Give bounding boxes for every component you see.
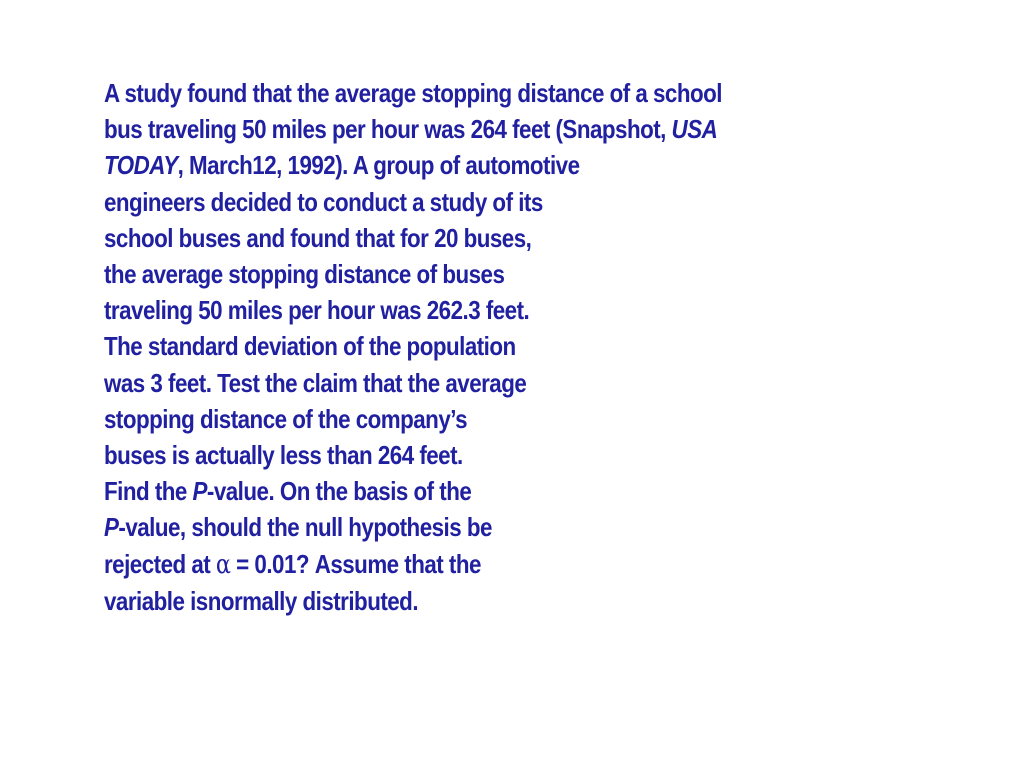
problem-line-3-text: , March12, 1992). A group of automotive — [177, 150, 580, 181]
problem-line-7: traveling 50 miles per hour was 262.3 feet. — [104, 295, 530, 326]
problem-line-9: was 3 feet. Test the claim that the average — [104, 367, 527, 398]
problem-line-14 — [104, 546, 861, 583]
problem-line-13-post: -value, should the null hypothesis be — [118, 512, 492, 543]
problem-line-13 — [104, 509, 861, 545]
problem-line-8: The standard deviation of the population — [104, 331, 516, 362]
problem-line-10: stopping distance of the company’s — [104, 403, 468, 434]
problem-line-2 — [104, 111, 861, 147]
problem-line-14-pre: rejected at — [104, 548, 216, 579]
problem-line-15: variable isnormally distributed. — [104, 585, 419, 616]
problem-line-6: the average stopping distance of buses — [104, 259, 505, 290]
problem-line-14-post: = 0.01? Assume that the — [230, 548, 481, 579]
source-italic-usa: USA — [671, 114, 718, 145]
problem-statement — [104, 75, 861, 619]
problem-line-12-pre: Find the — [104, 476, 193, 507]
problem-line-12-post: -value. On the basis of the — [206, 476, 472, 507]
p-value-italic: P — [104, 512, 119, 543]
problem-line-3 — [104, 147, 861, 183]
problem-line-1: A study found that the average stopping distance of a school — [104, 78, 722, 108]
p-value-italic: P — [192, 476, 207, 507]
source-italic-today: TODAY — [104, 150, 178, 181]
problem-line-5: school buses and found that for 20 buses, — [104, 222, 532, 253]
problem-line-12 — [104, 473, 861, 509]
alpha-symbol: α — [215, 549, 231, 580]
problem-line-11: buses is actually less than 264 feet. — [104, 440, 463, 471]
problem-line-2-text: bus traveling 50 miles per hour was 264 feet (Snapshot, — [104, 114, 672, 145]
problem-line-4: engineers decided to conduct a study of its — [104, 186, 543, 217]
